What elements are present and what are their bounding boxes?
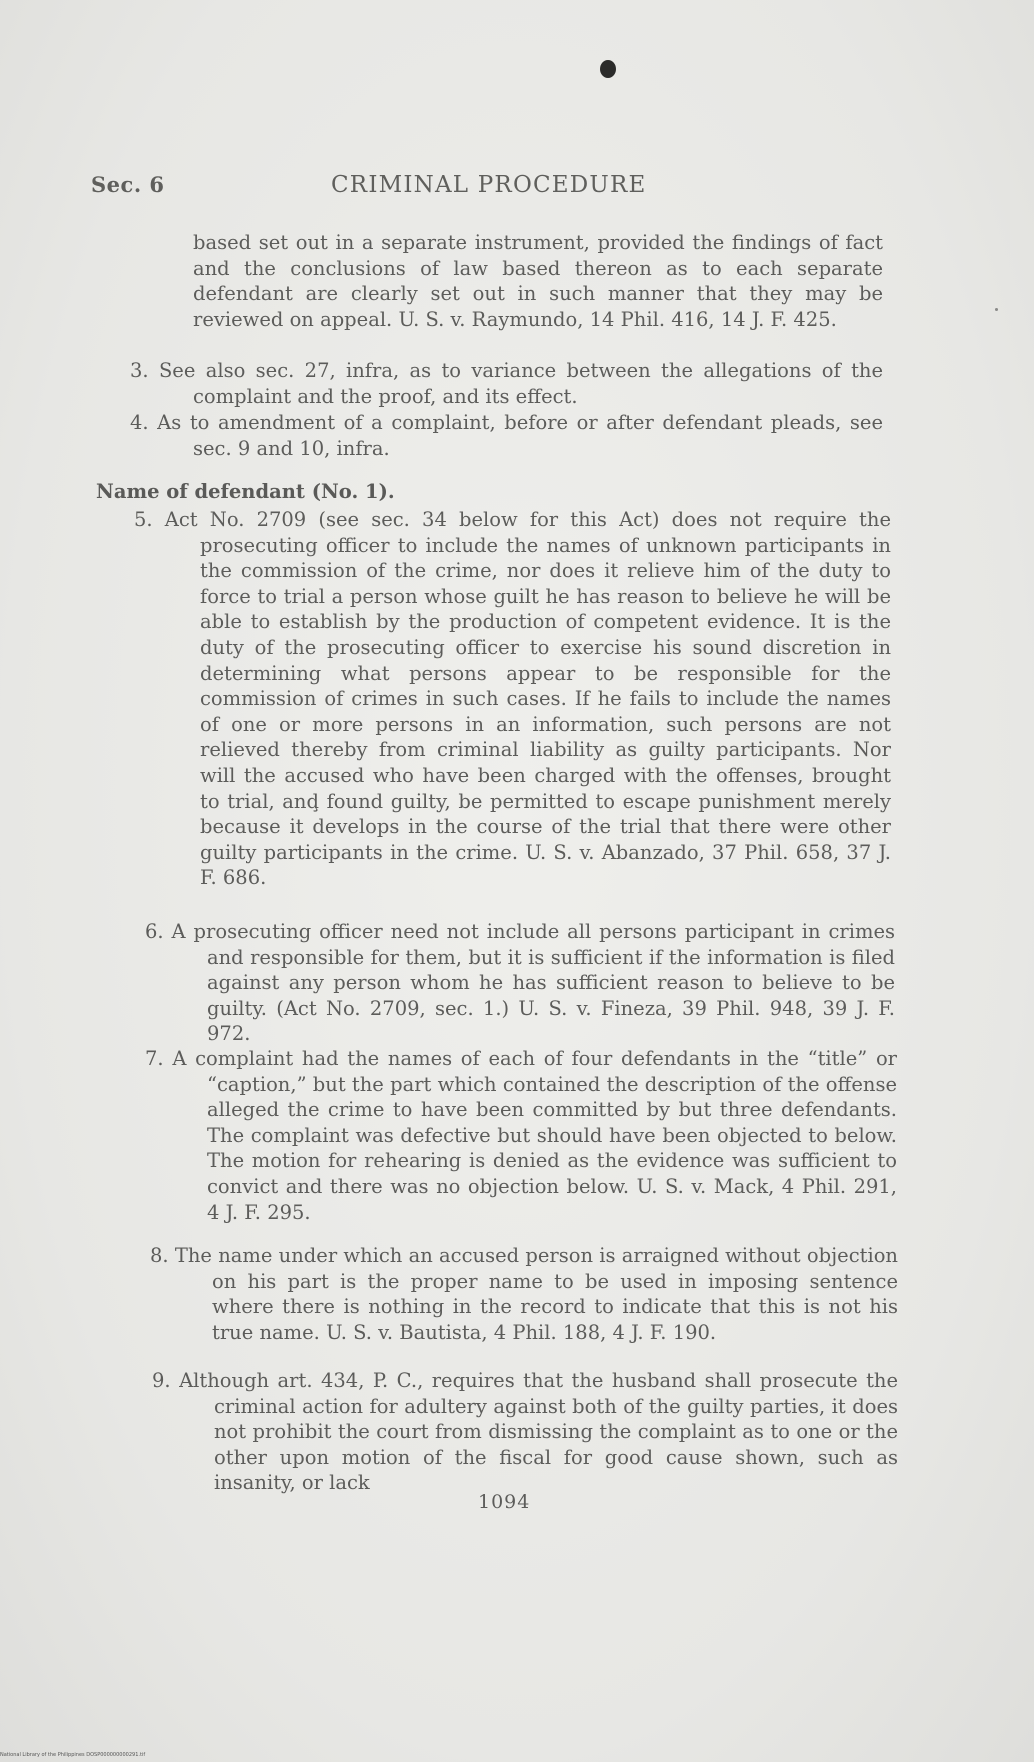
scan-footer: National Library of the Philippines DOSP000000000291.tif — [0, 1752, 146, 1758]
annotation-5 — [134, 507, 891, 891]
annotation-text: Act No. 2709 (see sec. 34 below for this Act) does not require the prosecuting officer to include the names of unknown participants in the commission of the crime, nor does it relieve him of the duty to force to trial a person whose guilt he has reason to believe he will be able to establish by the production of competent evidence. It is the duty of the prosecuting officer to exercise his sound discretion in determining what persons appear to be responsible for the commission of crimes in such cases. If he fails to include the names of one or more persons in an information, such persons are not relieved thereby from criminal liability as guilty participants. Nor will the accused who have been charged with the offenses, brought to trial, anḑ found guilty, be permitted to escape punishment merely because it develops in the course of the trial that there were other guilty participants in the crime. U. S. v. Abanzado, 37 Phil. 658, 37 J. F. 686. — [164, 508, 891, 890]
annotation-text: A prosecuting officer need not include all persons participant in crimes and responsible for them, but it is sufficient if the information is filed against any person whom he has sufficient reason to believe to be guilty. (Act No. 2709, sec. 1.) U. S. v. Fineza, 39 Phil. 948, 39 J. F. 972. — [171, 920, 896, 1046]
running-header — [91, 172, 891, 202]
annotation-number: 6. — [145, 920, 164, 943]
dust-speck — [995, 308, 998, 311]
section-label: Sec. 6 — [91, 172, 165, 197]
annotation-text: A complaint had the names of each of four defendants in the “title” or “caption,” but the part which contained the description of the offense alleged the crime to have been committed by but three defendants. The complaint was defective but should have been objected to below. The motion for rehearing is denied as the evidence was sufficient to convict and there was no objection below. U. S. v. Mack, 4 Phil. 291, 4 J. F. 295. — [172, 1047, 898, 1224]
annotation-3 — [130, 358, 883, 409]
ink-blot — [600, 60, 616, 78]
annotation-number: 9. — [152, 1369, 171, 1392]
annotation-4 — [130, 410, 883, 461]
annotation-number: 3. — [130, 359, 149, 382]
page-number: 1094 — [478, 1491, 531, 1513]
annotation-7 — [145, 1046, 897, 1225]
subheading: Name of defendant (No. 1). — [96, 480, 395, 503]
annotation-number: 5. — [134, 508, 153, 531]
annotation-6 — [145, 919, 895, 1047]
annotation-9 — [152, 1368, 898, 1496]
page-title: CRIMINAL PROCEDURE — [331, 172, 647, 198]
annotation-text: See also sec. 27, infra, as to variance between the allegations of the complaint and the proof, and its effect. — [158, 359, 884, 408]
annotation-text: Although art. 434, P. C., requires that the husband shall prosecute the criminal action for adultery against both of the guilty parties, it does not prohibit the court from dismissing the complaint as to one or the other upon motion of the fiscal for good cause shown, such as insanity, or lack — [179, 1369, 899, 1495]
annotation-number: 8. — [150, 1244, 169, 1267]
annotation-text: As to amendment of a complaint, before or after defendant pleads, see sec. 9 and 10, infra. — [157, 411, 883, 460]
continuation-paragraph: based set out in a separate instrument, provided the findings of fact and the conclusions of law based thereon as to each separate defendant are clearly set out in such manner that they may be reviewed on appeal. U. S. v. Raymundo, 14 Phil. 416, 14 J. F. 425. — [193, 231, 883, 331]
annotation-8 — [150, 1243, 898, 1345]
annotation-number: 4. — [130, 411, 149, 434]
annotation-number: 7. — [145, 1047, 164, 1070]
annotation-text: The name under which an accused person is arraigned without objection on his part is the proper name to be used in imposing sentence where there is nothing in the record to indicate that this is not his true name. U. S. v. Bautista, 4 Phil. 188, 4 J. F. 190. — [174, 1244, 898, 1344]
